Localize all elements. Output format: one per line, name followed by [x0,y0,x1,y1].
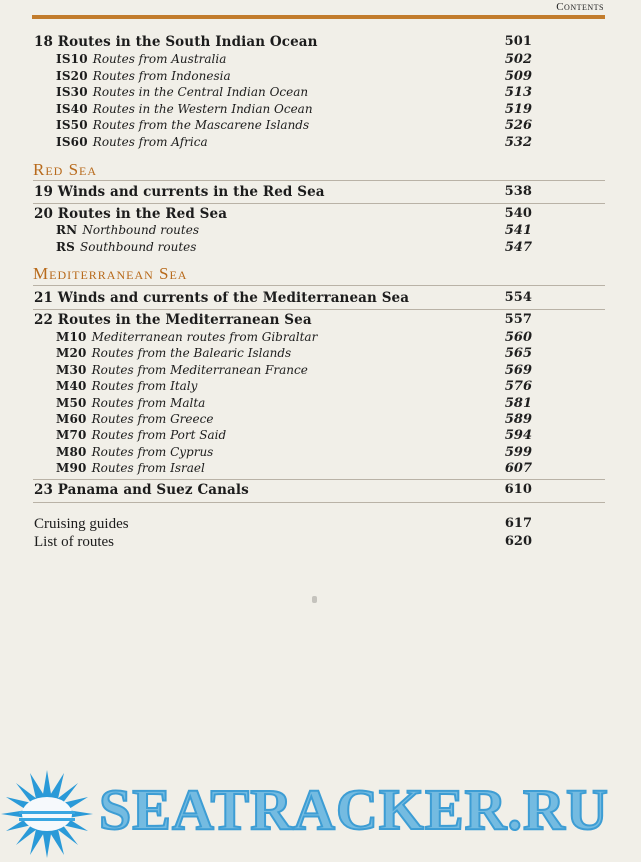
paper-speck [312,596,317,603]
chapter-title: 22 Routes in the Mediterranean Sea [34,312,312,328]
toc-route-item[interactable] [56,118,532,132]
route-entry [56,461,205,475]
watermark-text: SEATRACKER.RU [99,777,609,842]
route-code: IS30 [56,85,88,99]
route-code: M90 [56,461,87,476]
toc-route-item[interactable] [56,428,532,442]
route-code: IS40 [56,101,88,116]
page-number: 617 [504,516,532,531]
route-entry [56,85,308,99]
page-number: 620 [504,534,532,549]
route-entry [56,240,196,254]
page-number: 594 [504,428,532,444]
toc-route-item[interactable] [56,69,532,83]
chapter-rule [33,502,605,503]
toc-route-item[interactable] [56,445,532,459]
page-number: 540 [504,206,532,221]
route-code: M40 [56,379,87,394]
route-title: Mediterranean routes from Gibraltar [91,330,318,344]
toc-route-item[interactable] [56,135,532,149]
page-number: 541 [504,223,532,238]
route-title: Routes from Mediterranean France [91,362,308,377]
route-entry [56,445,213,459]
toc-route-item[interactable] [56,240,532,254]
chapter-title: 21 Winds and currents of the Mediterranean Sea [34,290,410,306]
route-title: Routes from Africa [92,134,208,149]
route-title: Routes from Indonesia [92,68,231,83]
route-code: M30 [56,362,87,377]
route-title: Northbound routes [82,223,199,237]
chapter-rule [33,479,605,480]
route-title: Routes from Greece [91,412,214,426]
page-number: 554 [504,290,532,305]
sun-icon [1,770,93,858]
page-number: 610 [504,482,532,497]
toc-route-item[interactable] [56,223,532,237]
page-number: 538 [504,184,532,199]
route-code: M80 [56,444,87,459]
toc-chapter-19[interactable] [34,184,532,200]
route-code: RS [56,239,76,254]
page-number: 569 [504,362,532,378]
route-title: Routes from Port Said [91,428,227,443]
section-heading-red-sea: Red Sea [33,160,98,179]
route-entry [56,135,208,149]
page-number: 501 [504,34,532,49]
page-number: 589 [504,412,532,427]
route-entry [56,69,231,83]
route-entry [56,428,226,442]
section-rule [33,285,605,286]
toc-route-item[interactable] [56,461,532,475]
route-entry [56,412,213,426]
route-code: RN [56,223,78,237]
chapter-title: 19 Winds and currents in the Red Sea [34,184,325,200]
back-title: List of routes [34,534,114,550]
chapter-rule [33,309,605,310]
route-entry [56,363,308,377]
toc-route-item[interactable] [56,85,532,99]
page-number: 565 [504,346,532,362]
page-number: 557 [504,312,532,327]
toc-chapter-20[interactable] [34,206,532,222]
toc-route-item[interactable] [56,396,532,410]
route-code: IS50 [56,118,88,132]
toc-route-item[interactable] [56,363,532,377]
route-entry [56,330,317,344]
route-title: Routes from the Balearic Islands [91,346,292,361]
page-number: 560 [504,330,532,345]
route-entry [56,346,291,360]
page-number: 599 [504,444,532,460]
route-entry [56,379,197,393]
route-title: Routes in the Central Indian Ocean [92,85,309,99]
page-number: 581 [504,395,532,411]
route-code: M50 [56,395,87,410]
route-code: M70 [56,428,87,443]
page-number: 607 [504,461,532,477]
route-title: Routes from Malta [91,395,206,410]
route-entry [56,102,313,116]
page-number: 513 [504,85,532,100]
toc-chapter-21[interactable] [34,290,532,306]
route-title: Routes from Cyprus [91,444,214,459]
route-title: Routes from the Mascarene Islands [92,118,310,132]
page-number: 547 [504,239,532,255]
route-code: IS20 [56,68,88,83]
chapter-rule [33,203,605,204]
page-number: 509 [504,68,532,84]
route-title: Southbound routes [80,239,197,254]
section-rule [33,180,605,181]
route-code: IS10 [56,52,88,66]
toc-chapter-23[interactable] [34,482,532,498]
toc-route-item[interactable] [56,102,532,116]
header-label: Contents [556,1,604,13]
toc-chapter-18[interactable] [34,34,532,50]
route-code: M10 [56,330,87,344]
route-code: M60 [56,412,87,426]
toc-route-item[interactable] [56,412,532,426]
page-number: 526 [504,118,532,133]
toc-chapter-22[interactable] [34,312,532,328]
route-entry [56,52,226,66]
route-entry [56,118,309,132]
route-title: Routes in the Western Indian Ocean [92,101,313,116]
chapter-title: 23 Panama and Suez Canals [34,482,249,498]
section-heading-mediterranean: Mediterranean Sea [33,264,188,283]
back-title: Cruising guides [34,516,129,532]
toc-back-list-of-routes[interactable] [34,534,532,551]
page-number: 576 [504,379,532,395]
toc-route-item[interactable] [56,52,532,66]
chapter-title: 20 Routes in the Red Sea [34,206,228,222]
toc-back-cruising-guides[interactable] [34,516,532,533]
route-entry [56,396,205,410]
header-rule [32,15,605,19]
page-number: 502 [504,52,532,67]
route-code: M20 [56,346,87,361]
route-entry [56,223,199,237]
route-title: Routes from Australia [92,52,227,66]
route-title: Routes from Israel [91,461,205,476]
page-number: 532 [504,134,532,150]
route-title: Routes from Italy [91,379,198,394]
toc-route-item[interactable] [56,346,532,360]
route-code: IS60 [56,134,88,149]
chapter-title: 18 Routes in the South Indian Ocean [34,34,318,50]
toc-route-item[interactable] [56,379,532,393]
toc-route-item[interactable] [56,330,532,344]
page-number: 519 [504,101,532,117]
